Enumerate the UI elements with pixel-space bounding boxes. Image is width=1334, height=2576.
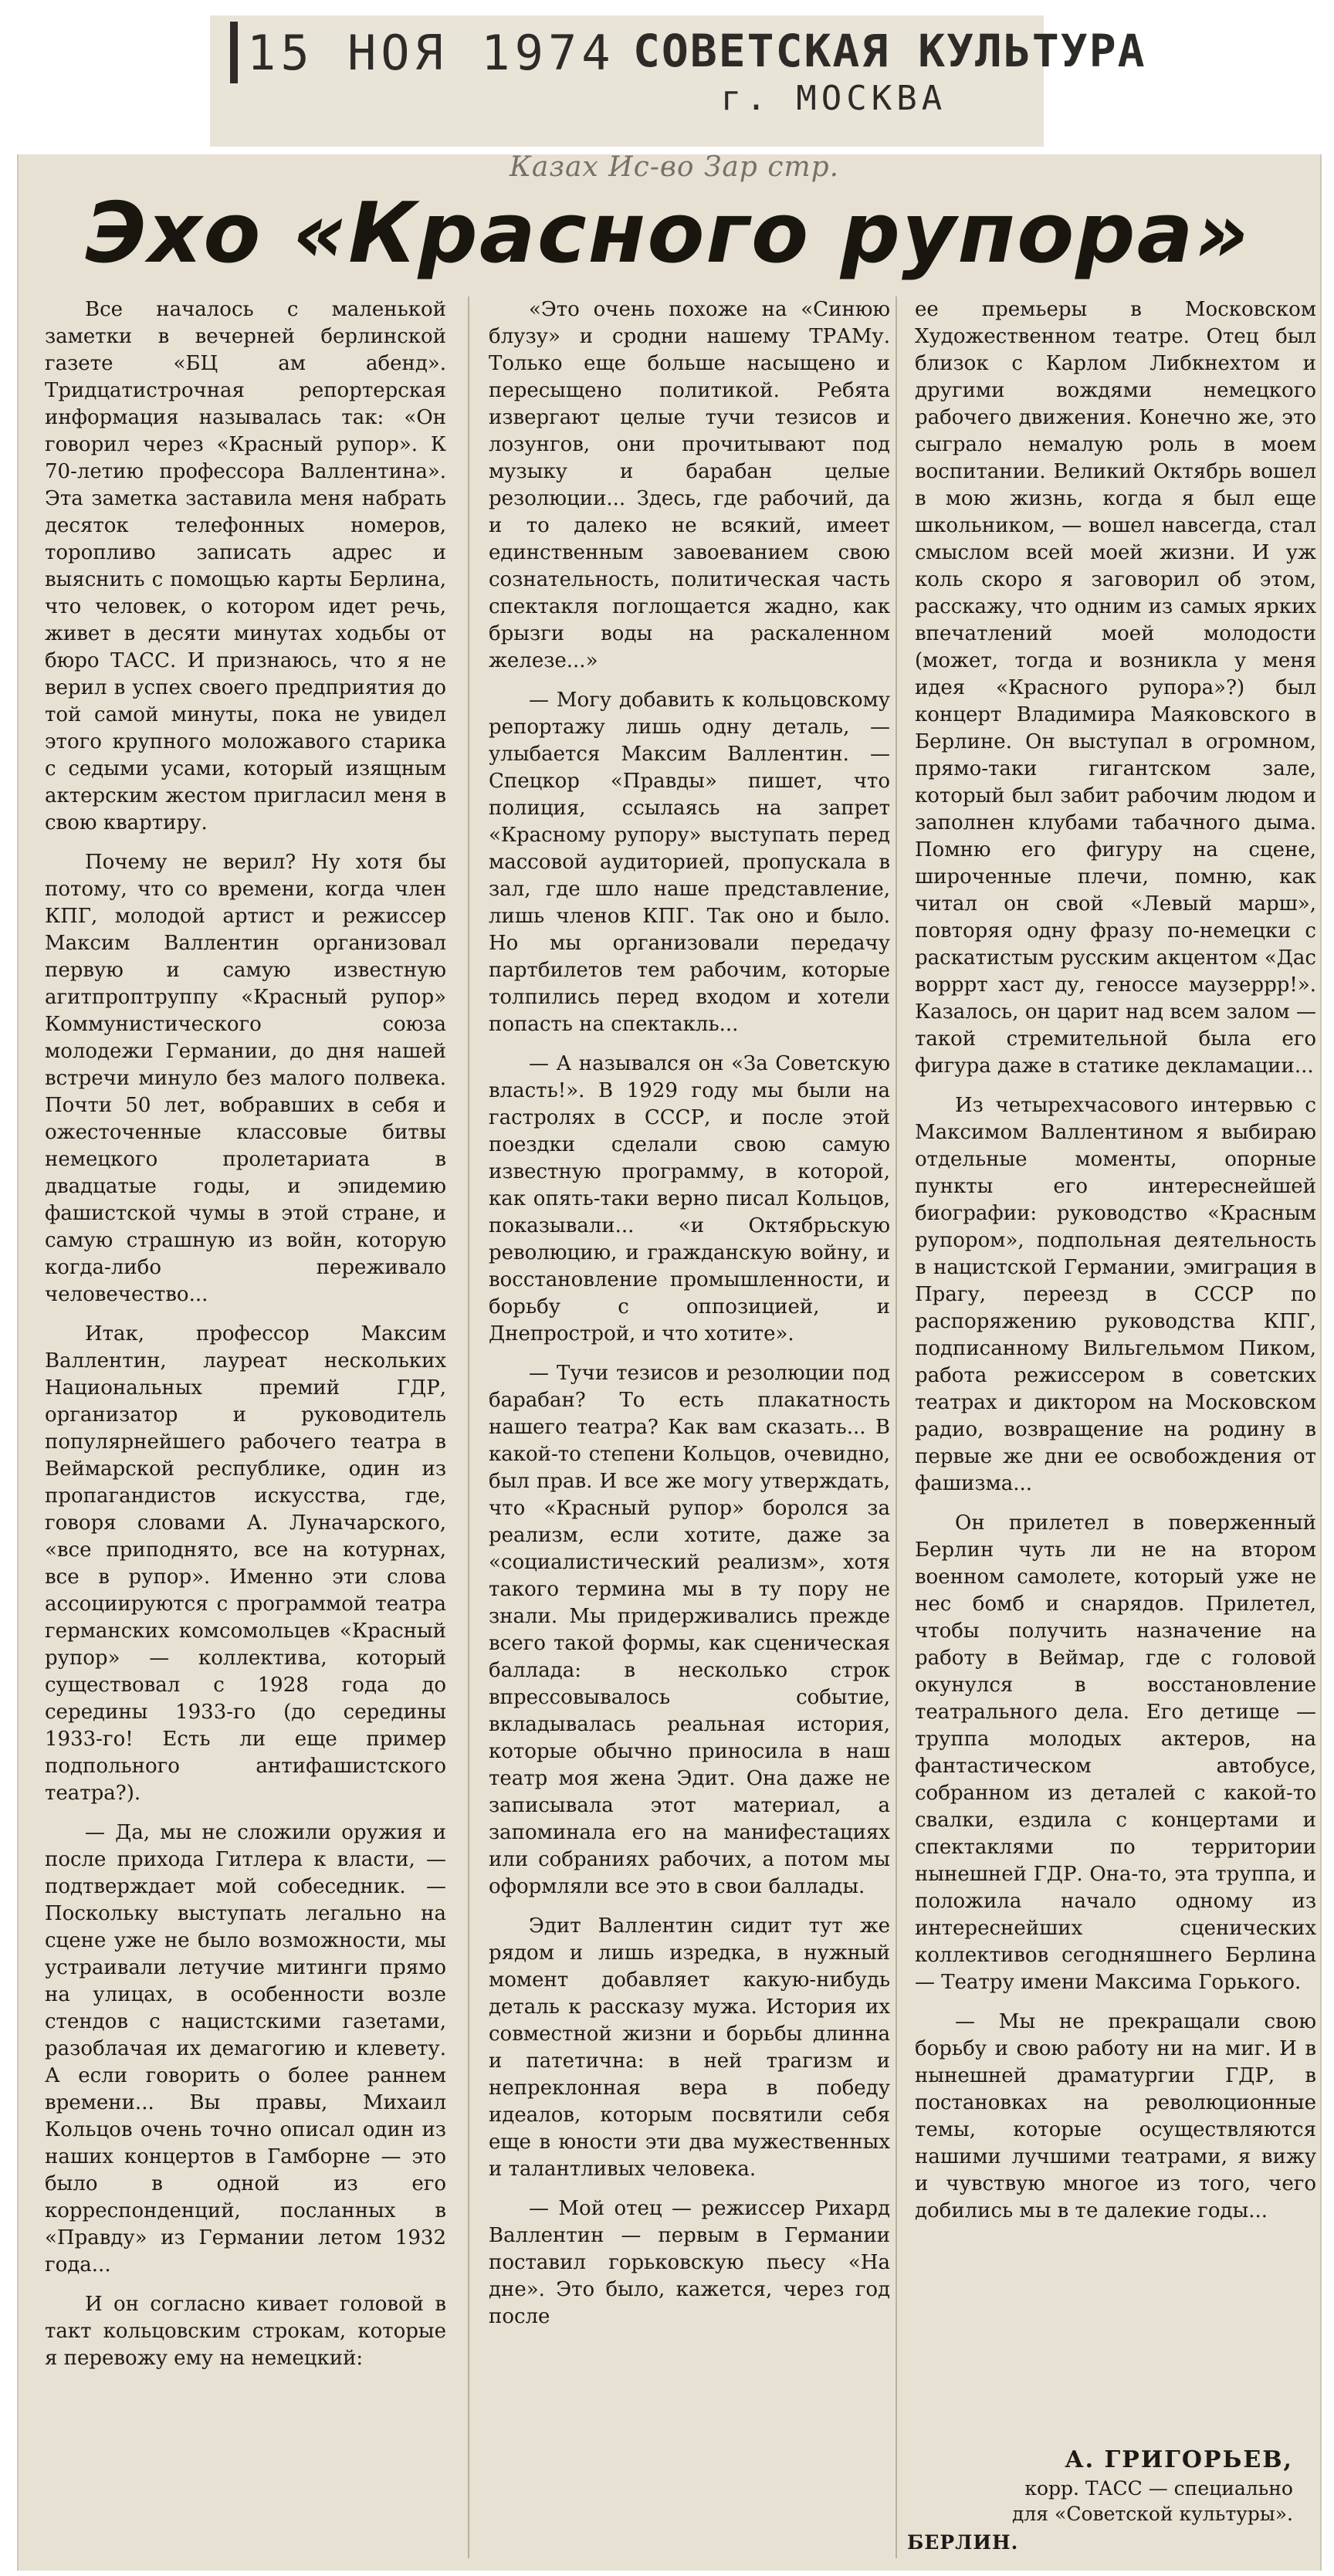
- paragraph: — Мы не прекращали свою борьбу и свою работу ни на миг. И в нынешней драматургии ГДР, в постановках на революционные темы, которые осуществляются нашими лучшими театрами, я вижу и чувствую многое из того, чего добились мы в те далекие годы...: [915, 2010, 1316, 2222]
- paragraph: Итак, профессор Максим Валлентин, лауреат нескольких Национальных премий ГДР, организатор и руководитель популярнейшего рабочего театра в Веймарской республике, один из пропагандистов искусства, где, говоря словами А. Луначарского, «все приподнято, все на котурнах, все в рупор». Именно эти слова ассоциируются с программой театра германских комсомольцев «Красный рупор» — коллектива, который существовал с 1928 года до середины 1933-го (до середины 1933-го! Есть ли еще пример подпольного антифашистского театра?).: [45, 1322, 446, 1805]
- publication-city: г. МОСКВА: [720, 79, 947, 118]
- author-role: корр. ТАСС — специально: [1024, 2477, 1293, 2500]
- handwritten-note: Казах Ис-во Зар стр.: [510, 151, 840, 183]
- dateline-city: БЕРЛИН.: [907, 2531, 1019, 2554]
- paragraph: Почему не верил? Ну хотя бы потому, что со времени, когда член КПГ, молодой артист и режиссер Максим Валлентин организовал первую и самую известную агитпроптруппу «Красный рупор» Коммунистического союза молодежи Германии, до дня нашей встречи минуло без малого полвека. Почти 50 лет, вобравших в себя и ожесточенные классовые битвы немецкого пролетариата в двадцатые годы, и эпидемию фашистской чумы в этой стране, и самую страшную из войн, которую когда-либо переживало человечество...: [45, 851, 446, 1306]
- article-headline: Эхо «Красного рупора»: [85, 185, 1251, 282]
- paragraph: — Да, мы не сложили оружия и после прихода Гитлера к власти, — подтверждает мой собеседник. — Поскольку выступать легально на сцене уже не было возможности, мы устраивали летучие митинги прямо на улицах, в особенности возле стендов с нацистскими газетами, разоблачая их демагогию и клевету. А если говорить о более раннем времени... Вы правы, Михаил Кольцов очень точно описал один из наших концертов в Гамборне — это было в одной из его корреспонденций, посланных в «Правду» из Германии летом 1932 года...: [45, 1821, 446, 2276]
- article-signoff: [907, 2447, 1293, 2555]
- publication-name: СОВЕТСКАЯ КУЛЬТУРА: [633, 25, 1146, 77]
- author-name: А. ГРИГОРЬЕВ,: [1065, 2446, 1293, 2473]
- article-column-1: [45, 296, 446, 2558]
- paragraph: — А назывался он «За Советскую власть!». В 1929 году мы были на гастролях в СССР, и после этой поездки сделали свою самую известную программу, в которой, как опять-таки верно писал Кольцов, показывали... «и Октябрьскую революцию, и гражданскую войну, и восстановление промышленности, и борьбу с оппозицией, и Днепрострой, и что хотите».: [489, 1052, 890, 1346]
- paragraph: Эдит Валлентин сидит тут же рядом и лишь изредка, в нужный момент добавляет какую-нибудь деталь к рассказу мужа. История их совместной жизни и борьбы длинна и патетична: в ней трагизм и непреклонная вера в победу идеалов, которым посвятили себя еще в юности эти два мужественных и талантливых человека.: [489, 1914, 890, 2181]
- paragraph: — Мой отец — режиссер Рихард Валлентин — первым в Германии поставил горьковскую пьесу «На дне». Это было, кажется, через год после: [489, 2197, 890, 2328]
- date-stamp: [230, 22, 615, 83]
- stamp-bar: [230, 22, 238, 83]
- paragraph: — Тучи тезисов и резолюции под барабан? То есть плакатность нашего театра? Как вам сказать... В какой-то степени Кольцов, очевидно, был прав. И все же могу утверждать, что «Красный рупор» боролся за реализм, если хотите, даже за «социалистический реализм», хотя такого термина мы в ту пору не знали. Мы придерживались прежде всего такой формы, как сценическая баллада: в несколько строк впрессовывалось событие, вкладывалась реальная история, которые обычно приносила в наш театр моя жена Эдит. Она даже не записывала этот материал, а запоминала его на манифестациях или собраниях рабочих, а потом мы оформляли все это в свои баллады.: [489, 1362, 890, 1898]
- paragraph: ее премьеры в Московском Художественном театре. Отец был близок с Карлом Либкнехтом и другими вождями немецкого рабочего движения. Конечно же, это сыграло немалую роль в моем воспитании. Великий Октябрь вошел в мою жизнь, когда я был еще школьником, — вошел навсегда, стал смыслом всей моей жизни. И уж коль скоро я заговорил об этом, расскажу, что одним из самых ярких впечатлений моей молодости (может, тогда и возникла у меня идея «Красного рупора»?) был концерт Владимира Маяковского в Берлине. Он выступал в огромном, прямо-таки гигантском зале, который был забит рабочим людом и заполнен клубами табачного дыма. Помню его фигуру на сцене, широченные плечи, помню, как читал он свой «Левый марш», повторяя одну фразу по-немецки с раскатистым русским акцентом «Дас ворррт хаст ду, геноссе маузеррр!». Казалось, он царит над всем залом — такой стремительной была его фигура даже в статике декламации...: [915, 298, 1316, 1078]
- paragraph: Он прилетел в поверженный Берлин чуть ли не на втором военном самолете, который уже не нес бомб и снарядов. Прилетел, чтобы получить назначение на работу в Веймар, где с головой окунулся в восстановление театрального дела. Его детище — труппа молодых актеров, на фантастическом автобусе, собранном из деталей с какой-то свалки, ездила с концертами и спектаклями по территории нынешней ГДР. Она-то, эта труппа, и положила начало одному из интереснейших сценических коллективов сегодняшнего Берлина — Театру имени Максима Горького.: [915, 1511, 1316, 1994]
- author-role: для «Советской культуры».: [1012, 2503, 1293, 2525]
- column-divider: [468, 296, 469, 2558]
- article-column-3: [915, 296, 1316, 2558]
- paragraph: «Это очень похоже на «Синюю блузу» и сродни нашему ТРАМу. Только еще больше насыщено и пересыщено политикой. Ребята извергают целые тучи тезисов и лозунгов, они прочитывают под музыку и барабан целые резолюции... Здесь, где рабочий, да и то далеко не всякий, имеет единственным завоеванием свою сознательность, политическая часть спектакля поглощается жадно, как брызги воды на раскаленном железе...»: [489, 298, 890, 672]
- date-stamp-text: 15 НОЯ 1974: [247, 25, 615, 81]
- paragraph: И он согласно кивает головой в такт кольцовским строкам, которые я перевожу ему на немецкий:: [45, 2293, 446, 2370]
- article-column-2: [489, 296, 890, 2558]
- publication-stamp: [633, 25, 1146, 118]
- paragraph: Все началось с маленькой заметки в вечерней берлинской газете «БЦ ам абенд». Тридцатистрочная репортерская информация называлась так: «Он говорил через «Красный рупор». К 70-летию профессора Валлентина». Эта заметка заставила меня набрать десяток телефонных номеров, торопливо записать адрес и выяснить с помощью карты Берлина, что человек, о котором идет речь, живет в десяти минутах ходьбы от бюро ТАСС. И признаюсь, что я не верил в успех своего предприятия до той самой минуты, пока не увидел этого крупного моложавого старика с седыми усами, который изящным актерским жестом пригласил меня в свою квартиру.: [45, 298, 446, 834]
- paragraph: — Могу добавить к кольцовскому репортажу лишь одну деталь, — улыбается Максим Валлентин. — Спецкор «Правды» пишет, что полиция, ссылаясь на запрет «Красному рупору» выступать перед массовой аудиторией, пропускала в зал, где шло наше представление, лишь членов КПГ. Так оно и было. Но мы организовали передачу партбилетов тем рабочим, которые толпились перед входом и хотели попасть на спектакль...: [489, 689, 890, 1036]
- column-divider: [896, 296, 897, 2558]
- paragraph: Из четырехчасового интервью с Максимом Валлентином я выбираю отдельные моменты, опорные пункты его интереснейшей биографии: руководство «Красным рупором», подпольная деятельность в нацистской Германии, эмиграция в Прагу, переезд в СССР по распоряжению руководства КПГ, подписанному Вильгельмом Пиком, работа режиссером в советских театрах и диктором на Московском радио, возвращение на родину в первые же дни ее освобождения от фашизма...: [915, 1094, 1316, 1495]
